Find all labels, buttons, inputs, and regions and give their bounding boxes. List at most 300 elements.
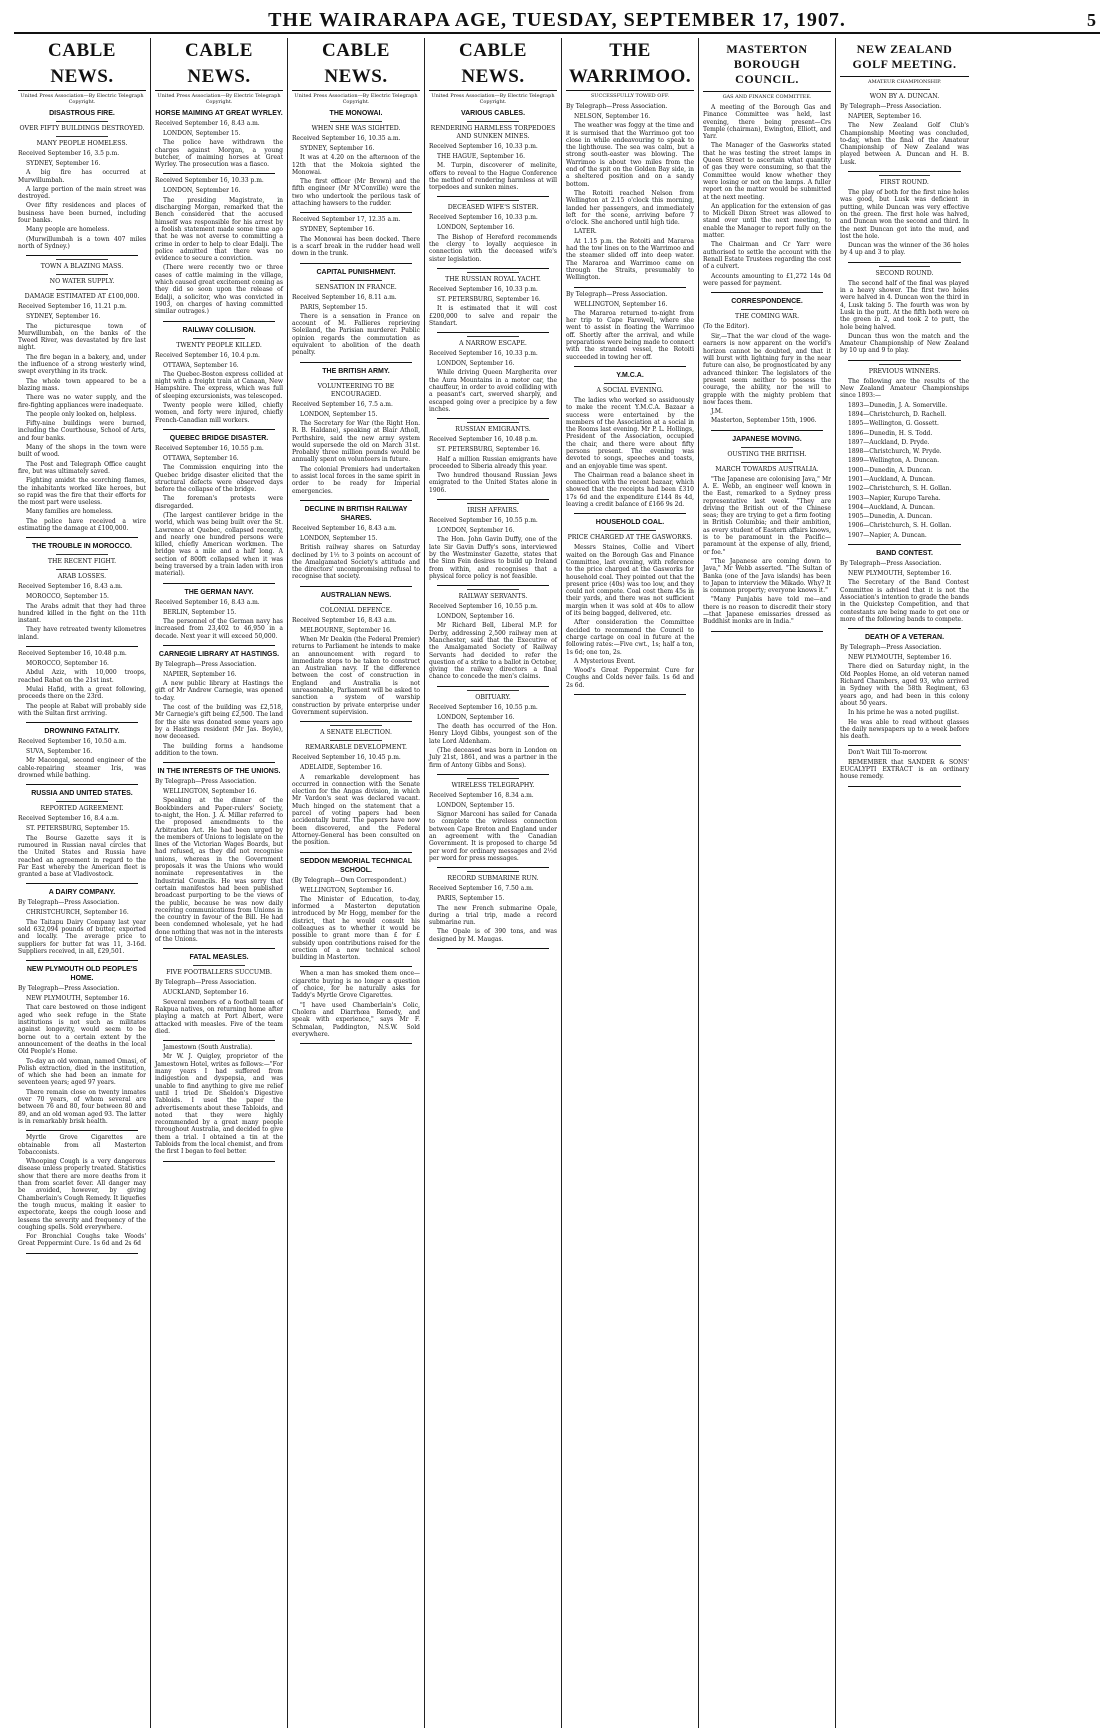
article-paragraph: The weather was foggy at the time and it is surmised that the Warrimoo got too close in while endeavouring to speak to the lighthouse. The sea was calm, but a strong south-easter was blowing. The Warrimoo is about two miles from the end of the spit on the Golden Bay side, in a sheltered position and on a sandy bottom. [566,122,694,188]
article-paragraph: The Arabs admit that they had three hundred killed in the fight on the 11th instant. [18,602,146,625]
article [429,336,557,413]
article-paragraph: "The Japanese are coming down to Java," Mr Webb asserted. "The Sultan of Banka (one of the Java islands) has been to Japan to interview the Mikado. Why? It is common property; everyone knows it." [703,557,831,595]
article-dateline: Received September 16, 10.50 a.m. [18,738,127,746]
article-paragraph: OTTAWA, September 16. [163,454,239,462]
divider [467,871,518,872]
article-separator [300,1043,412,1044]
article-paragraph: The Opale is of 390 tons, and was designed by M. Maugas. [429,928,557,943]
article-paragraph: The Minister of Education, to-day, informed a Masterton deputation introduced by Mr Hogg, member for the district, that he would consult his colleagues as to whether it would be possible to grant more than £ for £ subsidy upon contributions raised for the erection of a new technical school building in Masterton. [292,895,420,962]
article-separator [163,429,275,430]
article-paragraph: The Bourse Gazette says it is rumoured in Russian naval circles that the United States and Russia have reached an agreement in regard to the Far East whereby the American fleet is granted a base at Vladivostock. [18,834,146,879]
article-paragraph: M. Turpin, discoverer of melinite, offers to reveal to the Hague Conference the method of rendering harmless at will torpedoes and sunken mines. [429,162,557,192]
article-paragraph: A meeting of the Borough Gas and Finance Committee was held, last evening, there being present—Crs Temple (chairman), Ewington, Elliott, and Yarr. [703,104,831,141]
article-separator [437,867,549,868]
article [155,767,283,943]
article-paragraph: (The largest cantilever bridge in the world, which was being built over the St. Lawrence at Quebec, collapsed recently, and nearly one hundred persons were killed, chiefly American workmen. The bridge was a mile and a half long. A section of 800ft collapsed when it was being traversed by a train laden with iron material). [155,511,283,578]
article-headline: BAND CONTEST. [876,550,933,558]
column-3 [288,38,425,1728]
article-dateline: Received September 16, 10.55 p.m. [429,703,538,711]
article-headline: RAILWAY COLLISION. [182,326,256,334]
article-dateline: Received September 16, 10.48 p.m. [18,650,127,658]
divider [56,289,107,290]
article-separator [163,321,275,322]
article-subheading: THE RECENT FIGHT. [47,558,117,566]
column-credit: United Press Association—By Electric Telegraph Copyright. [20,93,144,105]
article-separator [300,586,412,587]
divider [330,740,381,741]
article [18,650,146,717]
article-dateline: Received September 16, 10.55 p.m. [155,444,264,452]
article-paragraph: The following are the results of the New Zealand Amateur Championships since 1893:— [840,377,969,400]
article-paragraph: WELLINGTON, September 16. [300,886,394,894]
divider [330,725,381,726]
article-paragraph: After consideration the Committee decided to recommend the Council to charge cartage on coal in future at the following rates:—Five cwt., 1s; half a ton, 1s 6d; one ton, 2s. [566,619,694,656]
article-paragraph: THE HAGUE, September 16. [437,153,525,160]
article-paragraph: For Bronchial Coughs take Woods' Great Peppermint Cure. 1s 6d and 2s 6d [18,1233,146,1248]
article-paragraph: The cost of the building was £2,518, Mr Carnegie's gift being £2,500. The land for the site was donated some years ago by a Hastings resident (Mr Jas. Boyle), now deceased. [155,704,283,741]
article-paragraph: 1906—Christchurch, S. H. Gollan. [848,522,952,530]
article-paragraph: While driving Queen Margherita over the Aura Mountains in a motor car, the chauffeur, in order to avoid colliding with a peasant's cart, swerved sharply, and escaped going over a precipice by a few inches. [429,369,557,413]
article-headline: DEATH OF A VETERAN. [864,634,945,642]
column-banner: MASTERTON BOROUGH COUNCIL. [703,38,831,92]
article-paragraph: OTTAWA, September 16. [163,361,239,369]
column-credit: SUCCESSFULLY TOWED OFF. [590,93,670,99]
article-dateline: Received September 16, 10.33 p.m. [429,143,538,150]
article [155,953,283,1035]
article-separator [574,287,686,288]
column-5 [562,38,699,1728]
article-headline: Y.M.C.A. [616,371,644,379]
article-subheading: TOWN A BLAZING MASS. [40,263,124,271]
article-paragraph: PARIS, September 15. [300,303,368,311]
article [18,542,146,641]
article-paragraph: The whole town appeared to be a blazing mass. [18,377,146,392]
article-headline: QUEBEC BRIDGE DISASTER. [169,434,269,442]
column-banner: NEW ZEALAND GOLF MEETING. [840,38,969,77]
article-separator [574,366,686,367]
article-paragraph: Fighting amidst the scorching flames, the inhabitants worked like heroes, but so rapid was the fire that their efforts for the most part were useless. [18,477,146,507]
article-separator [26,646,138,647]
article-subheading: RUSSIAN EMIGRANTS. [455,426,531,434]
article-paragraph: NAPIER, September 16. [163,670,237,678]
article-headline: FATAL MEASLES. [189,954,249,962]
article-paragraph: 1907—Napier, A. Duncan. [848,531,927,539]
article-paragraph: The Manager of the Gasworks stated that he was testing the street lamps in Queen Street to ascertain what quantity of gas they were consuming, so that the Committee would know whether they were losing or not on the lamps. A fuller report on the matter would be submitted at the next meeting. [703,142,831,201]
divider [467,690,518,691]
article-headline: A DAIRY COMPANY. [48,889,116,897]
divider [193,965,244,966]
article-paragraph: British railway shares on Saturday declined by 1½ to 3 points on account of the Amalgamated Society's attitude and the directors' uncompromising refusal to recognise that society. [292,544,420,581]
article-headline: THE BRITISH ARMY. [322,367,390,375]
divider [467,589,518,590]
article-subheading: WHEN SHE WAS SIGHTED. [311,125,401,132]
article-subheading: WON BY A. DUNCAN. [869,93,940,100]
article-dateline: Received September 17, 12.35 a.m. [292,216,401,224]
article-paragraph: Sir,—That the war cloud of the wage-earners is now apparent on the world's horizon cannot be doubted, and that it will burst with lightning fury in the near future can also, be prognosticated by any advanced thinker. The legislators of the present seem neither to possess the courage, the ability, nor the will to grapple with the mighty problem that now faces them. [703,333,831,406]
article [155,109,283,168]
divider [879,364,931,365]
article-paragraph: 1895—Wellington, G. Gossett. [848,420,939,428]
article-paragraph: There was no water supply, and the fire-fighting appliances were inadequate. [18,394,146,409]
article [18,965,146,1125]
article-headline: THE TROUBLE IN MOROCCO. [32,543,132,551]
divider [604,530,655,531]
article-separator [300,212,412,213]
article-separator [437,196,549,197]
article-subheading: OUSTING THE BRITISH. [727,450,807,458]
article-dateline: (By Telegraph—Own Correspondent.) [292,876,407,884]
article [292,725,420,846]
article [292,367,420,495]
article-subheading: RENDERING HARMLESS TORPEDOES AND SUNKEN MINES. [430,125,556,140]
article-paragraph: The picturesque town of Murwillumbah, on the banks of the Tweed River, was devastated by fire last night. [18,322,146,352]
article-paragraph: Two hundred thousand Russian Jews emigrated to the United States alone in 1906. [429,472,557,494]
article-paragraph: 1902—Christchurch, S. H. Gollan. [848,485,952,493]
article-paragraph: 1893—Dunedin, J. A. Somerville. [848,401,948,409]
article-paragraph: Mulai Hafid, with a great following, proceeds there on the 23rd. [18,685,146,701]
article-paragraph: "I have used Chamberlain's Colic, Cholera and Diarrhœa Remedy, and speak with experience," says Mr F. Schmalan, Paddington, N.S.W. Sold everywhere. [292,1001,420,1038]
divider [741,447,792,448]
article [292,505,420,581]
article-paragraph: When Mr Deakin (the Federal Premier) returns to Parliament he intends to make an announcement with regard to immediate steps to be taken to construct an Australian navy. If the difference between the cost of construction in England and Australia is not unreasonable, Parliament will be asked to sanction a system of warship construction by private enterprise under Government supervision. [292,635,420,716]
divider [741,309,792,310]
article-paragraph: The colonial Premiers had undertaken to assist local forces in the same spirit in order to be ready for Imperial emergencies. [292,465,420,495]
article-separator [848,171,961,172]
article-separator [437,332,549,333]
article-headline: DISASTROUS FIRE. [49,110,115,117]
article [292,970,420,1038]
article-separator [300,362,412,363]
article [840,364,969,539]
divider [56,569,107,570]
masthead-title: THE WAIRARAPA AGE, TUESDAY, SEPTEMBER 17, 1907. [268,8,846,31]
article-paragraph: (Murwillumbah is a town 407 miles north of Sydney.) [18,235,146,250]
article [292,591,420,717]
article-paragraph: That care bestowed on those indigent aged who seek refuge in the State institutions is not such as militates against longevity, would seem to be borne out to a certain extent by the announcement of the deaths in the local Old People's Home. [18,1004,146,1056]
article-paragraph: A Mysterious Event. [574,657,636,665]
article-paragraph: The police have received a wire estimating the damage at £100,000. [18,517,146,532]
article [703,297,831,425]
article-separator [163,583,275,584]
article-paragraph: Many families are homeless. [26,508,113,516]
article-paragraph: BERLIN, September 15. [163,608,237,616]
article-paragraph: Duncan thus won the match and the Amateur Championship of New Zealand by 10 up and 9 to play. [840,332,969,355]
divider [741,462,792,463]
divider [56,259,107,260]
article-headline: THE MONOWAI. [329,110,383,117]
article-paragraph: MOROCCO, September 15. [26,593,109,601]
article [18,109,146,250]
article-paragraph: LONDON, September 15. [437,801,515,809]
article-subheading: IRISH AFFAIRS. [467,507,519,515]
article-paragraph: NELSON, September 16. [574,113,651,120]
article-paragraph: LONDON, September 16. [437,224,515,232]
article-dateline: Received September 16, 10.55 p.m. [429,517,538,525]
article-dateline: By Telegraph—Press Association. [155,660,257,668]
article [840,175,969,257]
article [840,266,969,355]
article [703,104,831,287]
article-separator [300,500,412,501]
article-separator [26,883,138,884]
divider [467,503,518,504]
article-separator [437,686,549,687]
article-subheading: MANY PEOPLE HOMELESS. [36,140,128,147]
article-dateline: Received September 16, 10.55 p.m. [429,603,538,611]
article-dateline: Received September 16, 10.33 p.m. [429,214,538,222]
article-paragraph: 1897—Auckland, D. Pryde. [848,438,930,446]
column-4 [425,38,562,1728]
column-2 [151,38,288,1728]
article-paragraph: Mr Macongal, second engineer of the cable-repairing steamer Iris, was drowned while bathing. [18,757,146,780]
article-separator [848,786,961,787]
article-paragraph: WELLINGTON, September 16. [574,300,668,308]
article-separator [26,537,138,538]
article-subheading: OVER FIFTY BUILDINGS DESTROYED. [19,125,145,132]
article-dateline: Received September 16, 10.35 a.m. [292,135,401,142]
article-subheading: DAMAGE ESTIMATED AT £100,000. [24,293,140,301]
article-paragraph: ST. PETERSBURG, September 15. [26,825,130,833]
article-dateline: By Telegraph—Press Association. [566,290,668,298]
article-separator [26,1130,138,1131]
article-dateline: Received September 16, 8.43 a.m. [155,120,260,127]
article-dateline: Received September 16, 10.33 p.m. [155,177,264,185]
article-paragraph: In his prime he was a noted pugilist. [848,709,960,717]
article-separator [26,255,138,256]
article-paragraph: The Bishop of Hereford recommends the clergy to loyally acquiesce in connection with the deceased wife's sister legislation. [429,233,557,263]
article-subheading: THE RUSSIAN ROYAL YACHT. [445,275,541,283]
article [292,268,420,357]
article-headline: RUSSIA AND UNITED STATES. [31,790,133,798]
article [429,778,557,862]
article-separator [711,292,823,293]
article-paragraph: 1900—Dunedin, A. Duncan. [848,466,933,474]
article [429,690,557,769]
article-paragraph: ADELAIDE, September 16. [300,764,383,772]
article-paragraph: There died on Saturday night, in the Old Peoples Home, an old veteran named Richard Chambers, aged 93, who arrived in Sydney with the 58th Regiment, 63 years ago, and had been in this colony about 50 years. [840,663,969,707]
page-number: 5 [1087,10,1096,30]
article-paragraph: LATER. [574,228,597,236]
divider [467,272,518,273]
article-paragraph: The New Zealand Golf Club's Championship Meeting was concluded, to-day, when the final of the Amateur Championship of New Zealand was played between A. Duncan and H. B. Lusk. [840,122,969,166]
article-paragraph: The Chairman read a balance sheet in connection with the recent bazaar, which showed that the receipts had been £310 17s 6d and the expenditure £144 8s 4d, leaving a credit balance of £166 9s 2d. [566,471,694,509]
article [292,216,420,257]
article [155,1044,283,1155]
article-paragraph: The Secretary for War (the Right Hon. R. B. Haldane), speaking at Blair Atholl, Perthshire, said the new army system would supersede the old on March 31st. Probably three million pounds would be annually spent on volunteers in future. [292,419,420,464]
column-banner: CABLE NEWS. [18,38,146,91]
article-paragraph: Signor Marconi has sailed for Canada to complete the wireless connection between Cape Breton and England under an agreement with the Canadian Government. It is proposed to charge 5d per word for ordinary messages and 2½d per word for press messages. [429,811,557,862]
article-paragraph: Many people are homeless. [26,226,110,234]
article-paragraph: Mr W. J. Quigley, proprietor of the Jamestown Hotel, writes as follows:—"For many years I had suffered from indigestion and dyspepsia, and was unable to find anything to give me relief until I tried Dr. Sheldon's Digestive Tabloids. I used the paper the advertisements about these Tabloids, and noted that they were highly recommended by a great many people throughout Australia, and decided to give them a trial. I obtained a tin at the Tabloids from the local chemist, and from the first I began to feel better. [155,1053,283,1156]
divider [879,175,931,176]
article [155,588,283,640]
article-paragraph: When a man has smoked them once—cigarette buying is no longer a question of choice, for he naturally asks for Taddy's Myrtle Grove Cigarettes. [292,970,420,1000]
divider [56,136,107,137]
article-paragraph: An application for the extension of gas to Mickell Dixon Street was allowed to stand over until the next meeting, to enable the Manager to report fully on the matter. [703,202,831,240]
article-paragraph: (There were recently two or three cases of cattle maiming in the village, which caused great excitement coming as they did so soon upon the release of Edalji, a solicitor, who was convicted in 1903, on charges of having committed similar outrages.) [155,264,283,316]
article-paragraph: CHRISTCHURCH, September 16. [26,909,129,917]
article-separator [163,762,275,763]
article-paragraph: They have retreated twenty kilometres inland. [18,626,146,641]
article-subheading: TWENTY PEOPLE KILLED. [176,341,262,349]
article-paragraph: MOROCCO, September 16. [26,660,109,668]
article-paragraph: REMEMBER that SANDER & SONS' EUCALYPTI EXTRACT is an ordinary house remedy. [840,758,969,781]
divider [56,274,107,275]
article-paragraph: 1898—Christchurch, W. Pryde. [848,448,942,456]
article-separator [163,1161,275,1162]
article-paragraph: Wood's Great Peppermint Cure for Coughs and Colds never fails. 1s 6d and 2s 6d. [566,667,694,689]
article-separator [574,513,686,514]
article-subheading: SECOND ROUND. [875,269,934,277]
article-paragraph: To-day an old woman, named Omasi, of Polish extraction, died in the institution, of which she had been an inmate for seventeen years; aged 97 years. [18,1057,146,1087]
article-dateline: By Telegraph—Press Association. [840,644,942,652]
article-paragraph: The presiding Magistrate, in discharging Morgan, remarked that the Bench considered that the accused himself was responsible for his arrest by a foolish statement made some time ago that he was not averse to committing a crime in order to help to clear Edalji. The police admitted that there was no evidence to secure a conviction. [155,196,283,263]
article-separator [437,418,549,419]
article-paragraph: "The Japanese are colonising Java," Mr A. E. Webb, an engineer well known in the East, remarked to a Sydney press representative last week. "They are driving the British out of the Chinese seas; they are trying to get a firm footing in British Columbia; and their ambition, as every student of Eastern affairs knows, is to be paramount in the Pacific—paramount at the expense of ally, friend, or foe." [703,475,831,556]
article-paragraph: ST. PETERSBURG, September 16. [437,295,541,303]
article-subheading: ARAB LOSSES. [57,573,107,581]
article-separator [848,360,961,361]
article-subheading: A SOCIAL EVENING. [596,386,664,394]
article-paragraph: There remain close on twenty inmates over 70 years, of whom several are between 76 and 80, four between 80 and 89, and an old woman aged 93. The latter is in remarkably brisk health. [18,1088,146,1125]
article [840,89,969,166]
article-paragraph: NEW PLYMOUTH, September 16. [848,654,952,662]
article-separator [300,263,412,264]
article-paragraph: The second half of the final was played in a heavy shower. The first two holes were halved in 4. Duncan won the third in 4, Lusk taking 5. The fourth was won by Lusk in the putt. At the fifth both were on the green in 2, and took 2 to putt, the hole being halved. [840,279,969,331]
article-separator [26,960,138,961]
article-paragraph: The first officer (Mr Brown) and the fifth engineer (Mr M'Conville) were the two who undertook the perilous task of attaching hawsers to the rudder. [292,178,420,208]
article-paragraph: Twenty people were killed, chiefly women, and forty were injured, chiefly French-Canadian mill workers. [155,402,283,424]
newspaper-columns [14,38,1100,1728]
article-paragraph: ST. PETERSBURG, September 16. [437,446,541,454]
article-paragraph: The people at Rabat will probably side with the Sultan first arriving. [18,702,146,717]
article-subheading: REMARKABLE DEVELOPMENT. [305,744,407,752]
article-paragraph: The new French submarine Opale, during a trial trip, made a record submarine run. [429,904,557,927]
article-subheading: COLONIAL DEFENCE. [319,606,393,614]
article-paragraph: The police have withdrawn the charges against Morgan, a young butcher, of maiming horses at Great Wyrley. The prosecution was a fiasco. [155,139,283,169]
article-separator [848,544,961,545]
article-separator [300,721,412,722]
article-paragraph: The Hon. John Gavin Duffy, one of the late Sir Gavin Duffy's sons, interviewed by the Westminster Gazette, states that the Sinn Fein desires to build up Ireland from within, and recognises that a physical force policy is not feasible. [429,536,557,580]
article-paragraph: Whooping Cough is a very dangerous disease unless properly treated. Statistics show that there are more deaths from it than from scarlet fever. All danger may be avoided, however, by giving Chamberlain's Cough Remedy. It liquefies the tough mucus, making it easier to expectorate, keeps the cough loose and lessens the severity and frequency of the coughing spells. Sold everywhere. [18,1158,146,1231]
article-dateline: Received September 16, 10.48 p.m. [429,436,538,444]
article-paragraph: LONDON, September 16. [437,613,515,621]
divider [879,89,931,90]
article [429,422,557,494]
article [155,434,283,578]
article-paragraph: Several members of a football team of Rakpua natives, on returning home after playing a match at Port Albert, were attacked with measles. Five of the team died. [155,998,283,1035]
article-separator [26,784,138,785]
article-subheading: NO WATER SUPPLY. [49,278,115,286]
article-separator [437,499,549,500]
divider [330,121,381,122]
article-separator [574,694,686,695]
divider [467,422,518,423]
article-separator [437,774,549,775]
divider [467,778,518,779]
article [840,633,969,740]
article-subheading: PRICE CHARGED AT THE GASWORKS. [567,534,693,542]
article-dateline: By Telegraph—Press Association. [566,103,668,110]
article-separator [163,1040,275,1041]
article [18,259,146,532]
article-paragraph: The foreman's protests were disregarded. [155,495,283,510]
divider [56,801,107,802]
article-separator [300,852,412,853]
column-credit: United Press Association—By Electric Telegraph Copyright. [157,93,281,105]
article-separator [711,631,823,632]
article-dateline: Received September 16, 8.43 a.m. [292,524,397,532]
article-paragraph: MELBOURNE, September 16. [300,626,392,634]
article-dateline: By Telegraph—Press Association. [840,103,942,110]
article-paragraph: Fifty-nine buildings were burned, including the Courthouse, School of Arts, and four banks. [18,420,146,442]
article [566,291,694,361]
article-subheading: PREVIOUS WINNERS. [868,367,941,375]
article-headline: CORRESPONDENCE. [731,298,803,306]
column-credit: AMATEUR CHAMPIONSHIP. [867,79,942,85]
article [18,1134,146,1247]
article-paragraph: 1894—Christchurch, D. Rachell. [848,410,947,418]
article-subheading: RECORD SUBMARINE RUN. [447,875,539,883]
divider [467,200,518,201]
article-paragraph: 1905—Dunedin, A. Duncan. [848,513,933,521]
article-paragraph: The Taitapu Dairy Company last year sold 632,094 pounds of butter, exported and locally. The average price to suppliers for butter fat was 11, 3-16d. Suppliers received, in all, £29,501. [18,918,146,955]
article-dateline: By Telegraph—Press Association. [18,985,120,993]
article-paragraph: The Rotoiti reached Nelson from Wellington at 2.15 o'clock this morning, landed her passengers, and immediately left for the scene, arriving before 7 o'clock. She anchored until high tide. [566,189,694,227]
article-paragraph: Myrtle Grove Cigarettes are obtainable from all Masterton Tobacconists. [18,1134,146,1156]
article-paragraph: J.M. [711,408,723,416]
article-separator [848,745,961,746]
article-paragraph: SYDNEY, September 16. [300,145,375,152]
article-paragraph: Half a million Russian emigrants have proceeded to Siberia already this year. [429,455,557,470]
article-paragraph: LONDON, September 16. [437,360,515,368]
article-paragraph: There is a sensation in France on account of M. Fallieres reprieving Soleiland, the Parisian murderer. Public opinion regards the commutation as equivalent to abolition of the death penalty. [292,312,420,357]
article-subheading: THE COMING WAR. [734,313,800,321]
article [703,435,831,626]
article-subheading: OBITUARY. [475,693,511,701]
article-dateline: Received September 16, 8.43 a.m. [155,598,260,606]
article-paragraph: LONDON, September 16. [437,713,515,721]
article [566,103,694,282]
article-separator [300,966,412,967]
article-paragraph: The ladies who worked so assiduously to make the recent Y.M.C.A. Bazaar a success were entertained by the members of the Association at a social in the Rooms last evening. Mr P. L. Hollings, President of the Association, occupied the chair, and there were about fifty persons present. The evening was devoted to songs, speeches and toasts, and an enjoyable time was spent. [566,396,694,470]
article-paragraph: Messrs Staines, Collie and Vibert waited on the Borough Gas and Finance Committee, last evening, with reference to the price charged at the Gasworks for household coal. They pointed out that the present price (40s) was too low, and they could not compete. Coal cost them 45s in their yards, and there was not sufficient margin when it was sold at 40s to allow of its being bagged, delivered, etc. [566,544,694,618]
article [840,749,969,780]
article-paragraph: The death has occurred of the Hon. Henry Lloyd Gibbs, youngest son of the late Lord Aldenham. [429,723,557,745]
divider [467,336,518,337]
article-paragraph: Abdul Aziz, with 10,000 troops, reached Rabat on the 21st inst. [18,669,146,684]
article-paragraph: A big fire has occurred at Murwillumbah. [18,169,146,184]
article-headline: IN THE INTERESTS OF THE UNIONS. [157,768,281,776]
article-dateline: Received September 16, 8.4 a.m. [18,815,119,823]
article-paragraph: NAPIER, September 16. [848,113,922,120]
article-dateline: By Telegraph—Press Association. [840,560,942,568]
article-paragraph: 1903—Napier, Kurupo Tareha. [848,494,941,502]
divider [193,338,244,339]
article-dateline: By Telegraph—Press Association. [155,778,257,786]
article-paragraph: NEW PLYMOUTH, September 16. [848,570,952,578]
article-paragraph: 1904—Auckland, A. Duncan. [848,503,935,511]
article-paragraph: It is estimated that it will cost £200,000 to salve and repair the Standart. [429,305,557,327]
divider [330,280,381,281]
article-paragraph: A remarkable development has occurred in connection with the Senate election for the Angas division, in which Mr Vardon's seat was declared vacant. Much hinged on the statement that a parcel of voting papers had been accidentally burnt. The papers have now been discovered, and the Federal Attorney-General has been consulted on the position. [292,773,420,847]
article-separator [437,948,549,949]
article-dateline: By Telegraph—Press Association. [155,979,257,987]
article-paragraph: SYDNEY, September 16. [300,226,375,234]
article [429,589,557,681]
article [429,503,557,580]
article-dateline: Received September 16, 8.43 a.m. [18,583,123,591]
